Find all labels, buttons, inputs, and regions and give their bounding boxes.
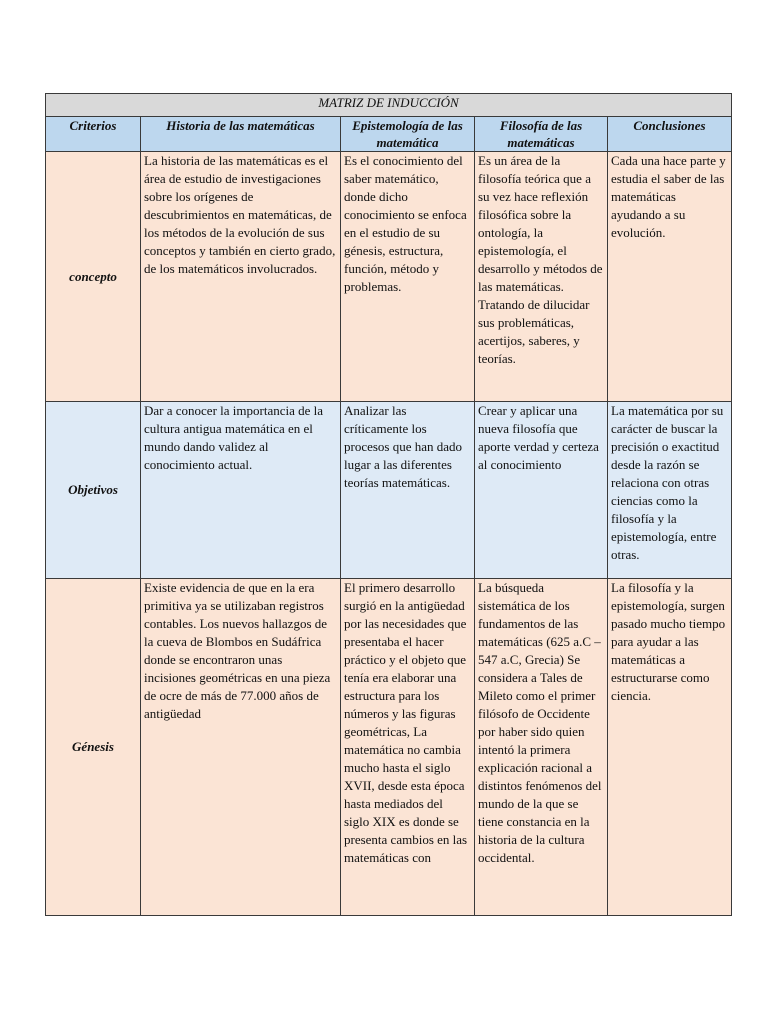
row-concepto xyxy=(46,152,732,402)
criterion-objetivos: Objetivos xyxy=(46,402,141,579)
cell-genesis-historia: Existe evidencia de que en la era primitiva ya se utilizaban registros contables. Los nuevos hallazgos de la cueva de Blombos en Sudáfrica donde se encontraron unas incisiones geométricas en una pieza de ocre de más de 77.000 años de antigüedad xyxy=(141,579,341,916)
cell-concepto-epistemologia: Es el conocimiento del saber matemático, donde dicho conocimiento se enfoca en el estudio de su génesis, estructura, función, método y problemas. xyxy=(341,152,475,402)
cell-concepto-filosofia: Es un área de la filosofía teórica que a su vez hace reflexión filosófica sobre la ontología, la epistemología, el desarrollo y métodos de las matemáticas. Tratando de dilucidar sus problemáticas, acertijos, saberes, y teorías. xyxy=(475,152,608,402)
cell-genesis-filosofia: La búsqueda sistemática de los fundamentos de las matemáticas (625 a.C – 547 a.C, Grecia) Se considera a Tales de Mileto como el primer filósofo de Occidente por haber sido quien intentó la primera explicación racional a distintos fenómenos del mundo de la que se tiene constancia en la historia de la cultura occidental. xyxy=(475,579,608,916)
cell-concepto-historia: La historia de las matemáticas es el área de estudio de investigaciones sobre los orígenes de descubrimientos en matemáticas, de los métodos de la evolución de sus conceptos y también en cierto grado, de los matemáticos involucrados. xyxy=(141,152,341,402)
row-objetivos xyxy=(46,402,732,579)
header-criterios: Criterios xyxy=(46,117,141,152)
header-row xyxy=(46,117,732,152)
criterion-concepto: concepto xyxy=(46,152,141,402)
cell-objetivos-epistemologia: Analizar las críticamente los procesos que han dado lugar a las diferentes teorías matemáticas. xyxy=(341,402,475,579)
row-genesis xyxy=(46,579,732,916)
matrix-title: MATRIZ DE INDUCCIÓN xyxy=(46,94,732,117)
cell-concepto-conclusiones: Cada una hace parte y estudia el saber de las matemáticas ayudando a su evolución. xyxy=(608,152,732,402)
title-row xyxy=(46,94,732,117)
cell-genesis-conclusiones: La filosofía y la epistemología, surgen pasado mucho tiempo para ayudar a las matemáticas a estructurarse como ciencia. xyxy=(608,579,732,916)
cell-objetivos-historia: Dar a conocer la importancia de la cultura antigua matemática en el mundo dando validez al conocimiento actual. xyxy=(141,402,341,579)
criterion-genesis: Génesis xyxy=(46,579,141,916)
header-filosofia: Filosofía de las matemáticas xyxy=(475,117,608,152)
cell-genesis-epistemologia: El primero desarrollo surgió en la antigüedad por las necesidades que presentaba el hacer práctico y el objeto que tenía era elaborar una estructura para los números y las figuras geométricas, La matemática no cambia mucho hasta el siglo XVII, desde esta época hasta mediados del siglo XIX es donde se presenta cambios en las matemáticas con xyxy=(341,579,475,916)
header-conclusiones: Conclusiones xyxy=(608,117,732,152)
induction-matrix-table xyxy=(45,93,732,916)
header-historia: Historia de las matemáticas xyxy=(141,117,341,152)
header-epistemologia: Epistemología de las matemática xyxy=(341,117,475,152)
cell-objetivos-filosofia: Crear y aplicar una nueva filosofía que aporte verdad y certeza al conocimiento xyxy=(475,402,608,579)
cell-objetivos-conclusiones: La matemática por su carácter de buscar la precisión o exactitud desde la razón se relaciona con otras ciencias como la filosofía y la epistemología, entre otras. xyxy=(608,402,732,579)
